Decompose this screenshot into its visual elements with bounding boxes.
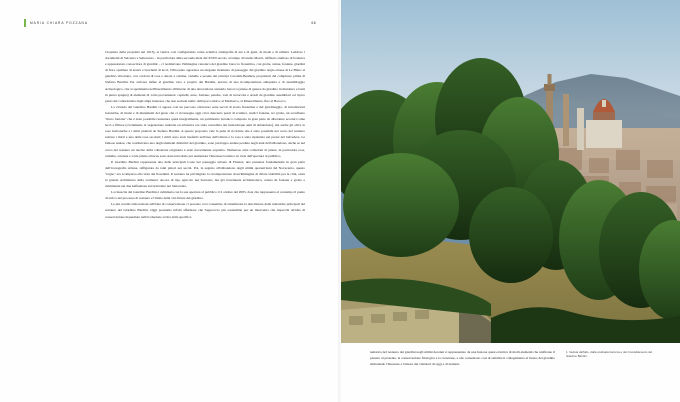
- accent-rule-icon: [24, 19, 26, 27]
- page-number: 66: [311, 21, 316, 25]
- figure-caption: 1. Veduta dall'alto, dalla scalinata barocca e del rimodellamento del Giardino Bardini.: [566, 350, 653, 359]
- paragraph: l'acquisto della proprietà nel 1913), si veniva così configurando come eclettica stratigrafia di usi e di gusti, di mode e di utilizzi. Laddove i documenti di Seicento e Settecento – in particolare della seconda metà del XVIII secolo, al tempo di Giulio Mozzi, raffinato studioso di botanica e appassionato conoscitore di giardini – ci restituivano l'immagine canonica del giardino barocco fiorentino, con grotte, statue, fontane, giardini di fiori, spalliere di aranci e boschetti di lecci, l'Ottocento apparisce un elegante momento di passaggio dal giardino anglo-cinese di Le Blanc al giardino vittoriano, con cordoni di rose e aiuole a centine, camelie e peonie dei principi Carolath-Beuthen, proprietari del complesso prima di Stefano Bardini. Per arrivare infine al giardino vero e proprio dei Bardini, terreno di una ricomposizione antiquaria e di assemblaggio archeologico, che si sperimenta nell'inserimento all'interno di una decorazione statuaria barocca (statue di genere da giardino in muratura e busti in pietra spugna) di elementi di varia provenienza: capitelli, urne, fontane, panche, vasi di terracotta e arredi da giardino assemblati col tipico gusto del collezionista dagli ampi interessi, che non esclude nulla: dall'epoca antica, al Medioevo, al Rinascimento, fino al Barocco.: [105, 50, 305, 103]
- paragraph: Il Giardino Bardini rappresenta una delle principali icone nel paesaggio urbano di Firenze, una presenza fondamentale in gran parte dell'iconografia urbana, raffigurata da tanti pittori nei secoli. Poi, in seguito all'abbandono degli ultimi quarant'anni del Novecento, questo "regno" era scomparso alla vista dei fiorentini. Il restauro ha privilegiato la ricomposizione di un'immagine di chiara visibilità per la città, ossia la grande architettura della scalinata: ancora di tipo agricolo nel Seicento, ma già fortemente architettonica, ornata da fontane e grotte e culminante nei due kaffeehaus sul belvedere nel Settecento.: [105, 159, 305, 189]
- right-text-column: [370, 349, 555, 367]
- right-page: [340, 0, 680, 402]
- florence-panorama-photo: [341, 0, 680, 343]
- left-text-column: [105, 49, 305, 220]
- paragraph: La vicenda del Giardino Bardini ci appare così un percorso attraverso sette secoli di storia fiorentina e del giardinaggio, di introduzioni botaniche, di mode e di mutamenti del gusto che ci riconsegna oggi circa duecento pezzi di scultura, tredici fontane, tre grotte, un sconfinato "muro fontana" che è stato possibile restaurare quasi integralmente, un patrimonio botanico composto in gran parte da alberature secolari come lecci e filliree (ovviamente la vegetazione ruderale ed arbustiva era stata cancellata dai trentacinque anni di abbandono), ma anche gli olivi, le rose borboniche e i mirti piantati da Stefano Bardini. A questo proposito vale la pena di ricordare che è stato possibile nel corso del restauro salvare i mirti e una delle rose secolari; i mirti sono stati trasferiti nell'area dell'oliveta e la rosa è stata ripiantata nei pressi del belvedere. Le famose azalee, che costituivano uno degli elementi distintivi del giardino, sono purtroppo andate perdute negli anni dell'abbandono, anche se nel corso del restauro un nucleo della collezione originaria è stato nuovamente acquisito. Numerose altre collezioni di piante, in particolare rose, camelie, ortensie e varie piante erbacee sono state introdotte per aumentare l'interesse botanico in vista dell'apertura al pubblico.: [105, 104, 305, 158]
- running-head: [24, 19, 316, 27]
- paragraph: tematica del restauro dei giardini negli ultimi decenni è rappresentato da una fusione quasi eclettica di molti elementi che unificano il passato al presente, la conservazione filologica e la creazione, e che consentono così di stabilire il collegamento al futuro del giardino stimolando l'interesse e l'amore dei visitatori di oggi e di domani.: [370, 350, 555, 367]
- photo-illustration: [341, 0, 680, 343]
- paragraph: La rinascita del Giardino Bardini è culminata con la sua apertura al pubblico il 2 ottobre del 2005, data che rappresenta al contempo il punto di arrivo del processo di restauro e l'inizio della vita futura del giardino.: [105, 190, 305, 201]
- author-name: MARIA CHIARA POZZANA: [30, 21, 88, 25]
- paragraph: Le più recenti elaborazioni sull'idea di conservazione ci possono così consentire di attualizzare la descrizione delle tematiche principali del restauro del Giardino Bardini. Oggi possiamo infatti affermare che l'approccio più sostenibile per un intervento che rispecchi un'idea di conservazione inquadrata nell'evoluzione svolta della specifica: [105, 202, 305, 219]
